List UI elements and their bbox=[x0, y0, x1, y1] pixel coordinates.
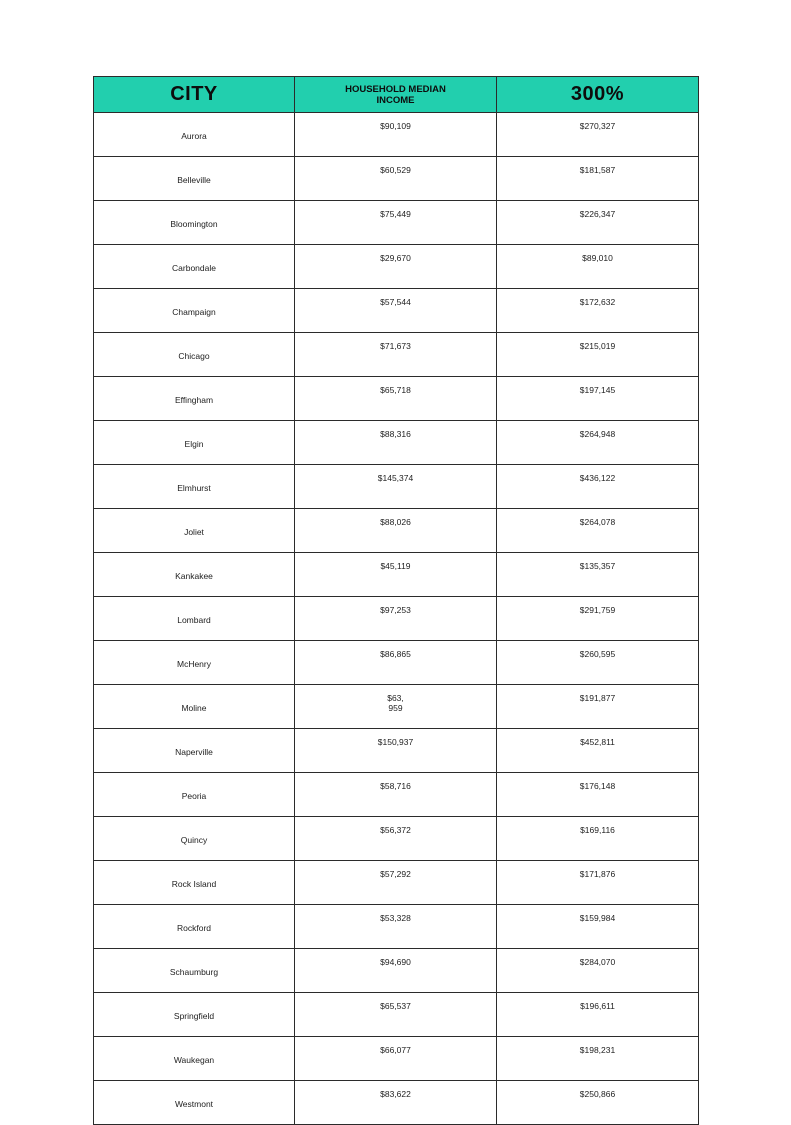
city-cell: McHenry bbox=[94, 641, 295, 685]
pct300-cell: $171,876 bbox=[497, 861, 699, 905]
table-row bbox=[94, 597, 699, 641]
table-row bbox=[94, 993, 699, 1037]
table-row bbox=[94, 685, 699, 729]
city-cell: Joliet bbox=[94, 509, 295, 553]
table-header bbox=[94, 77, 699, 113]
table-row bbox=[94, 773, 699, 817]
city-cell: Aurora bbox=[94, 113, 295, 157]
pct300-cell: $191,877 bbox=[497, 685, 699, 729]
table-row bbox=[94, 861, 699, 905]
pct300-cell: $250,866 bbox=[497, 1081, 699, 1125]
pct300-cell: $198,231 bbox=[497, 1037, 699, 1081]
pct300-cell: $260,595 bbox=[497, 641, 699, 685]
table-row bbox=[94, 333, 699, 377]
income-cell: $58,716 bbox=[295, 773, 497, 817]
income-cell: $88,026 bbox=[295, 509, 497, 553]
pct300-cell: $89,010 bbox=[497, 245, 699, 289]
city-cell: Peoria bbox=[94, 773, 295, 817]
city-cell: Effingham bbox=[94, 377, 295, 421]
city-cell: Elgin bbox=[94, 421, 295, 465]
city-cell: Carbondale bbox=[94, 245, 295, 289]
table-body bbox=[94, 113, 699, 1125]
pct300-cell: $159,984 bbox=[497, 905, 699, 949]
income-cell: $94,690 bbox=[295, 949, 497, 993]
pct300-cell: $284,070 bbox=[497, 949, 699, 993]
header-income-line2: INCOME bbox=[376, 95, 415, 106]
city-cell: Champaign bbox=[94, 289, 295, 333]
city-cell: Lombard bbox=[94, 597, 295, 641]
city-cell: Belleville bbox=[94, 157, 295, 201]
income-cell: $83,622 bbox=[295, 1081, 497, 1125]
income-cell: $57,292 bbox=[295, 861, 497, 905]
city-cell: Naperville bbox=[94, 729, 295, 773]
table-row bbox=[94, 509, 699, 553]
income-cell: $66,077 bbox=[295, 1037, 497, 1081]
pct300-cell: $291,759 bbox=[497, 597, 699, 641]
table-row bbox=[94, 245, 699, 289]
income-cell: $53,328 bbox=[295, 905, 497, 949]
pct300-cell: $196,611 bbox=[497, 993, 699, 1037]
income-cell: $29,670 bbox=[295, 245, 497, 289]
table-row bbox=[94, 201, 699, 245]
header-300-percent: 300% bbox=[497, 77, 699, 113]
income-cell: $60,529 bbox=[295, 157, 497, 201]
income-cell: $97,253 bbox=[295, 597, 497, 641]
income-table-container bbox=[93, 76, 698, 1125]
income-cell: $57,544 bbox=[295, 289, 497, 333]
table-row bbox=[94, 553, 699, 597]
income-cell: $88,316 bbox=[295, 421, 497, 465]
pct300-cell: $264,078 bbox=[497, 509, 699, 553]
pct300-cell: $270,327 bbox=[497, 113, 699, 157]
city-cell: Rock Island bbox=[94, 861, 295, 905]
table-row bbox=[94, 157, 699, 201]
income-cell-line: $63, bbox=[387, 693, 404, 703]
city-cell: Bloomington bbox=[94, 201, 295, 245]
table-row bbox=[94, 377, 699, 421]
income-cell: $56,372 bbox=[295, 817, 497, 861]
table-row bbox=[94, 817, 699, 861]
income-cell: $86,865 bbox=[295, 641, 497, 685]
income-cell: $75,449 bbox=[295, 201, 497, 245]
table-row bbox=[94, 905, 699, 949]
pct300-cell: $264,948 bbox=[497, 421, 699, 465]
income-cell: $65,718 bbox=[295, 377, 497, 421]
income-cell bbox=[295, 685, 497, 729]
pct300-cell: $226,347 bbox=[497, 201, 699, 245]
income-cell: $65,537 bbox=[295, 993, 497, 1037]
income-cell: $90,109 bbox=[295, 113, 497, 157]
pct300-cell: $135,357 bbox=[497, 553, 699, 597]
pct300-cell: $452,811 bbox=[497, 729, 699, 773]
table-row bbox=[94, 641, 699, 685]
header-city: CITY bbox=[94, 77, 295, 113]
city-cell: Springfield bbox=[94, 993, 295, 1037]
pct300-cell: $181,587 bbox=[497, 157, 699, 201]
table-row bbox=[94, 289, 699, 333]
table-row bbox=[94, 949, 699, 993]
table-row bbox=[94, 465, 699, 509]
city-cell: Moline bbox=[94, 685, 295, 729]
income-cell: $45,119 bbox=[295, 553, 497, 597]
income-cell-line: 959 bbox=[388, 703, 403, 713]
table-row bbox=[94, 729, 699, 773]
pct300-cell: $436,122 bbox=[497, 465, 699, 509]
income-cell: $145,374 bbox=[295, 465, 497, 509]
city-cell: Waukegan bbox=[94, 1037, 295, 1081]
table-row bbox=[94, 1081, 699, 1125]
pct300-cell: $172,632 bbox=[497, 289, 699, 333]
income-cell: $150,937 bbox=[295, 729, 497, 773]
pct300-cell: $197,145 bbox=[497, 377, 699, 421]
city-cell: Schaumburg bbox=[94, 949, 295, 993]
city-cell: Elmhurst bbox=[94, 465, 295, 509]
city-cell: Chicago bbox=[94, 333, 295, 377]
table-row bbox=[94, 1037, 699, 1081]
header-income-line1: HOUSEHOLD MEDIAN bbox=[345, 84, 446, 95]
city-cell: Westmont bbox=[94, 1081, 295, 1125]
pct300-cell: $215,019 bbox=[497, 333, 699, 377]
pct300-cell: $169,116 bbox=[497, 817, 699, 861]
city-cell: Quincy bbox=[94, 817, 295, 861]
header-household-median-income bbox=[295, 77, 497, 113]
city-cell: Rockford bbox=[94, 905, 295, 949]
income-table bbox=[93, 76, 699, 1125]
income-cell: $71,673 bbox=[295, 333, 497, 377]
header-row bbox=[94, 77, 699, 113]
city-cell: Kankakee bbox=[94, 553, 295, 597]
table-row bbox=[94, 421, 699, 465]
pct300-cell: $176,148 bbox=[497, 773, 699, 817]
table-row bbox=[94, 113, 699, 157]
